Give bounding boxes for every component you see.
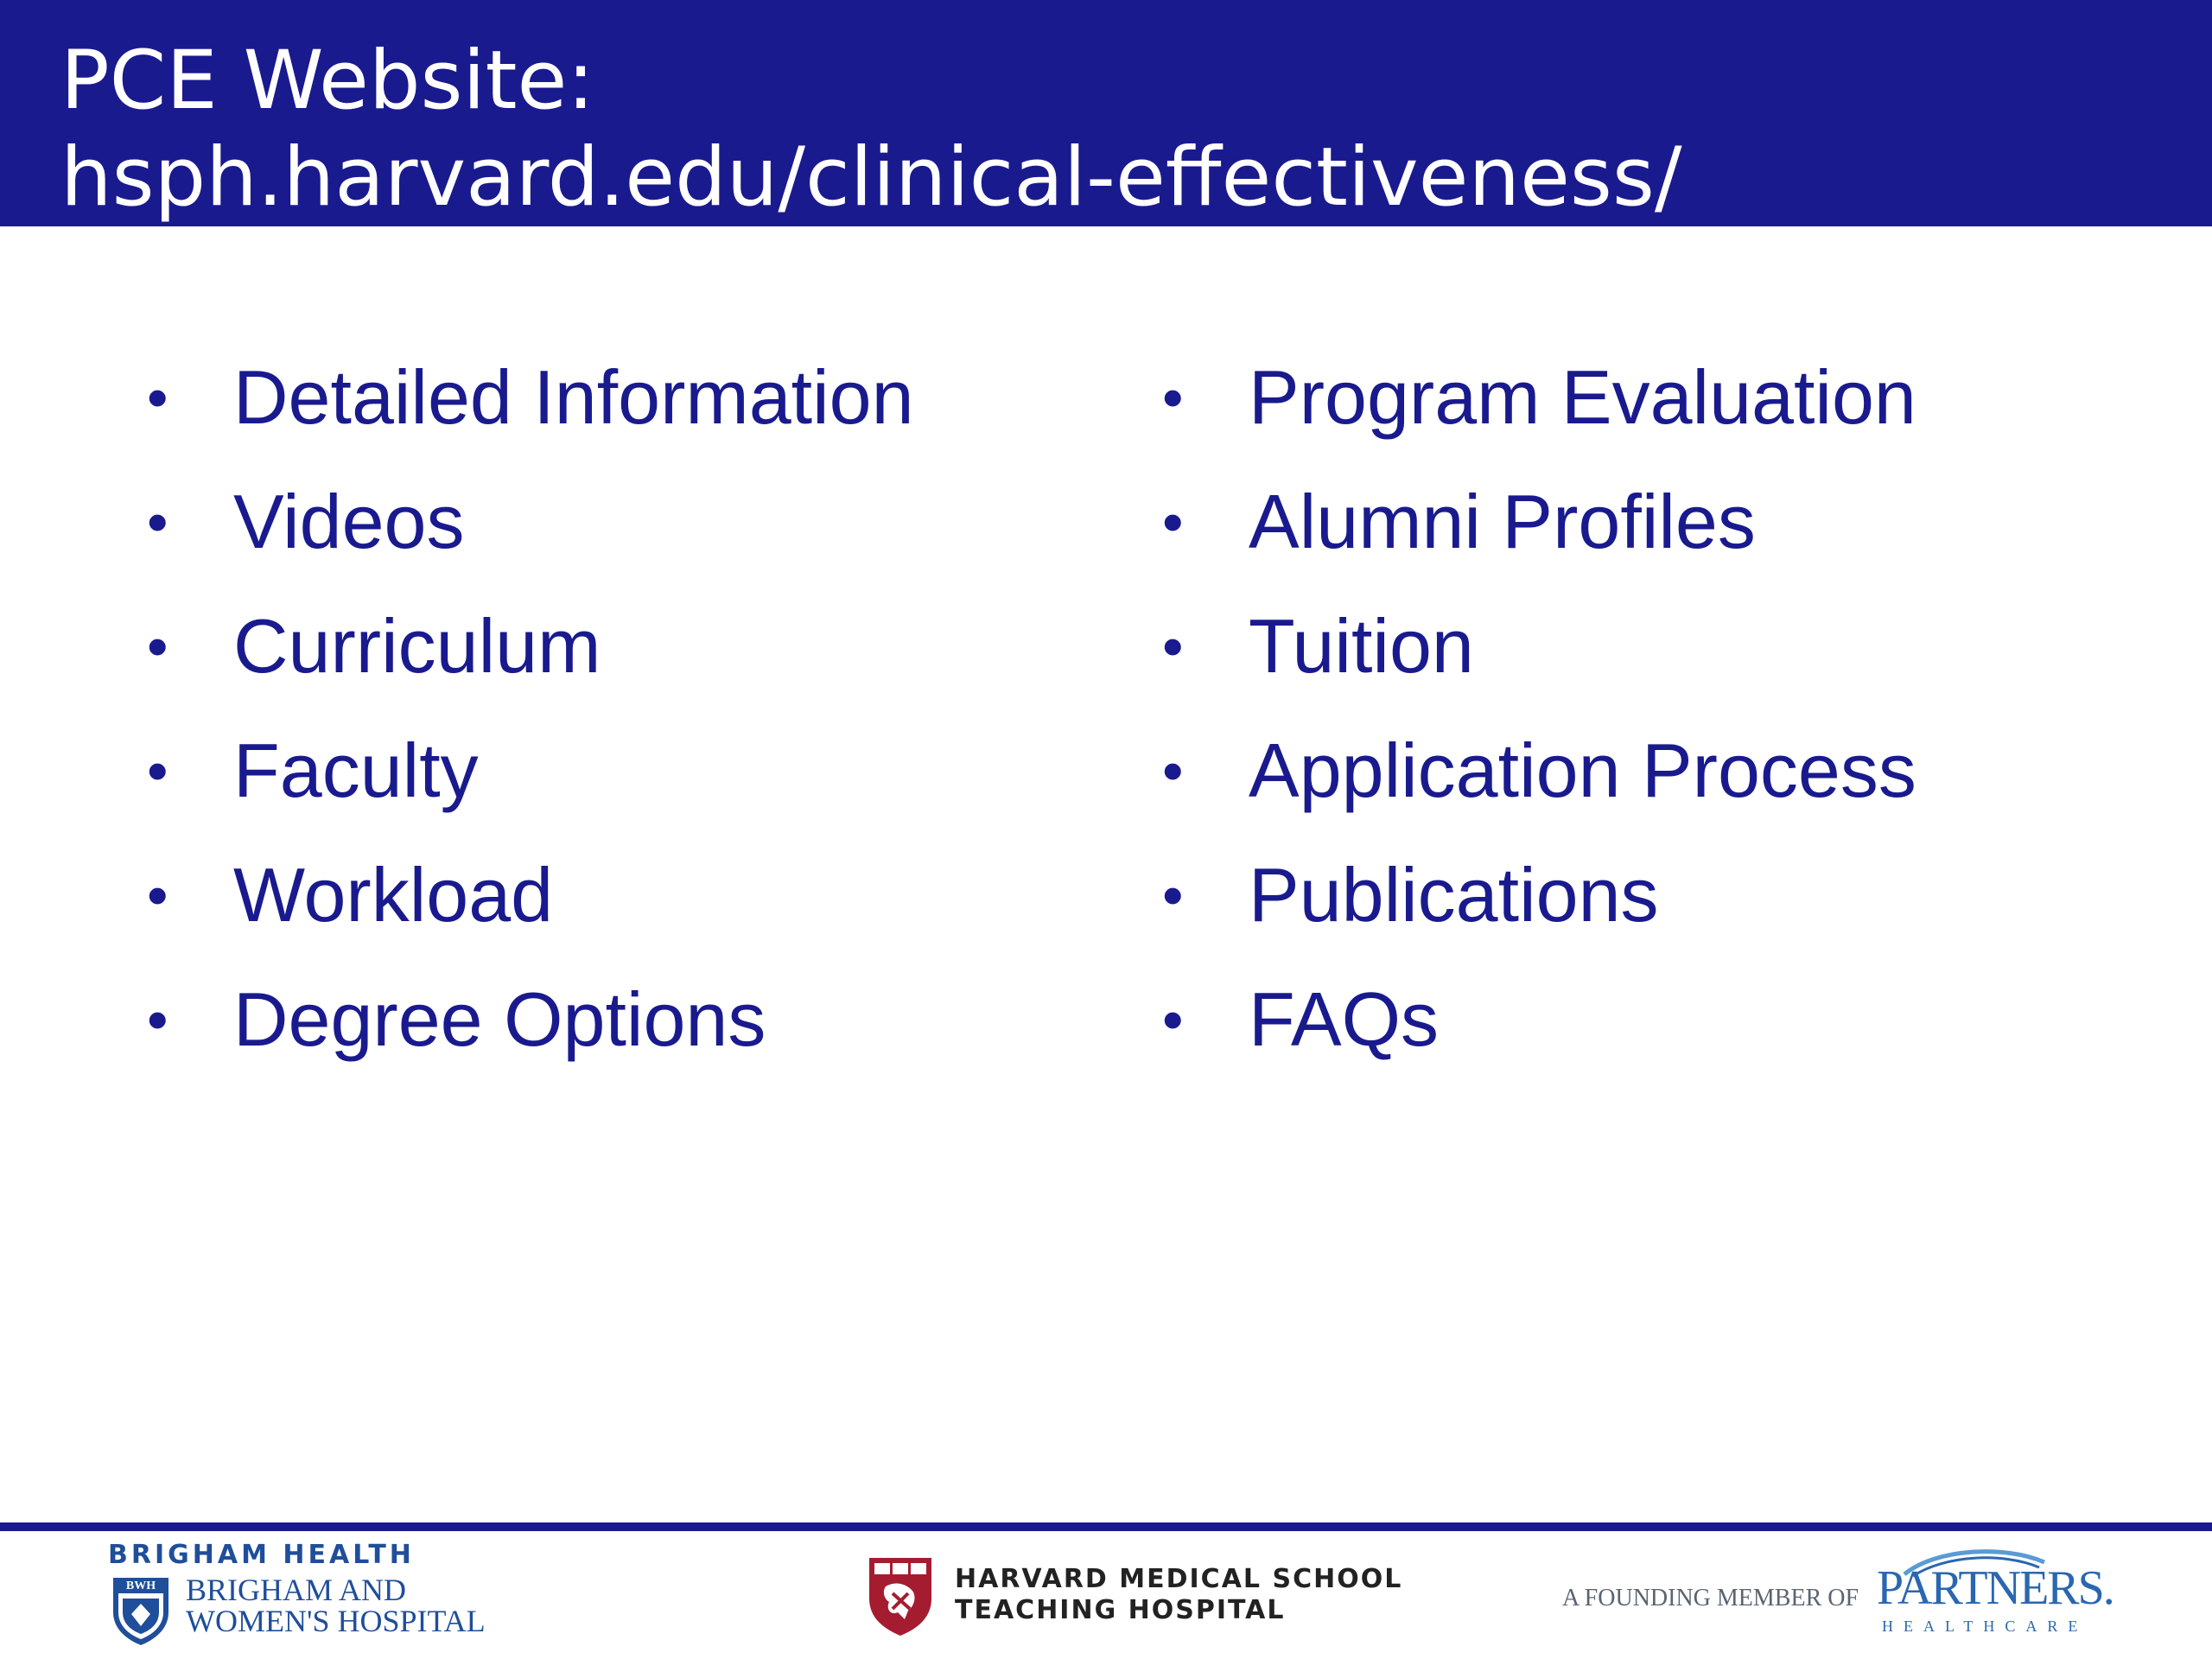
- founding-member-text: A FOUNDING MEMBER OF: [1562, 1585, 1859, 1611]
- list-item-text: Faculty: [233, 728, 479, 813]
- list-item-text: Alumni Profiles: [1249, 479, 1756, 564]
- bullet-icon: •: [1162, 737, 1184, 804]
- harvard-shield-icon: [867, 1555, 934, 1638]
- list-item-text: Degree Options: [233, 976, 766, 1062]
- title-line-1: PCE Website:: [60, 34, 594, 128]
- list-item-text: Publications: [1249, 852, 1659, 938]
- bullet-icon: •: [147, 613, 168, 680]
- partners-wordmark: PARTNERS.: [1877, 1561, 2113, 1615]
- hms-line-1: HARVARD MEDICAL SCHOOL: [955, 1564, 1403, 1594]
- bwh-hospital-name: [186, 1574, 486, 1637]
- bwh-shield-text: BWH: [125, 1580, 156, 1592]
- bullet-icon: •: [147, 986, 168, 1053]
- bwh-name-line-2: WOMEN'S HOSPITAL: [186, 1604, 486, 1638]
- list-item-text: Curriculum: [233, 603, 601, 689]
- bullet-icon: •: [1162, 613, 1184, 680]
- list-item-text: FAQs: [1249, 976, 1440, 1062]
- hms-teaching-hospital-text: [955, 1564, 1402, 1626]
- title-bar: [0, 0, 2212, 226]
- list-item-text: Program Evaluation: [1249, 354, 1916, 440]
- partners-healthcare-subtext: HEALTHCARE: [1882, 1618, 2088, 1635]
- list-item-text: Application Process: [1249, 728, 1916, 813]
- page-title: [60, 33, 1682, 226]
- list-item-text: Videos: [233, 479, 465, 564]
- bullet-icon: •: [147, 861, 168, 929]
- bullet-icon: •: [1162, 861, 1184, 929]
- bullet-icon: •: [1162, 488, 1184, 556]
- brigham-health-wordmark: BRIGHAM HEALTH: [108, 1540, 415, 1570]
- footer: [0, 1531, 2212, 1659]
- bullet-icon: •: [1162, 364, 1184, 431]
- list-item-text: Workload: [233, 852, 554, 938]
- list-item-text: Detailed Information: [233, 354, 914, 440]
- bullet-icon: •: [147, 364, 168, 431]
- bullet-icon: •: [147, 737, 168, 804]
- hms-line-2: TEACHING HOSPITAL: [955, 1595, 1286, 1625]
- bullet-icon: •: [1162, 986, 1184, 1053]
- bwh-shield-icon: [111, 1574, 171, 1647]
- bullet-icon: •: [147, 488, 168, 556]
- footer-divider: [0, 1522, 2212, 1531]
- list-item-text: Tuition: [1249, 603, 1474, 689]
- bwh-name-line-1: BRIGHAM AND: [186, 1573, 407, 1607]
- title-line-2-url: hsph.harvard.edu/clinical-effectiveness/: [60, 130, 1682, 225]
